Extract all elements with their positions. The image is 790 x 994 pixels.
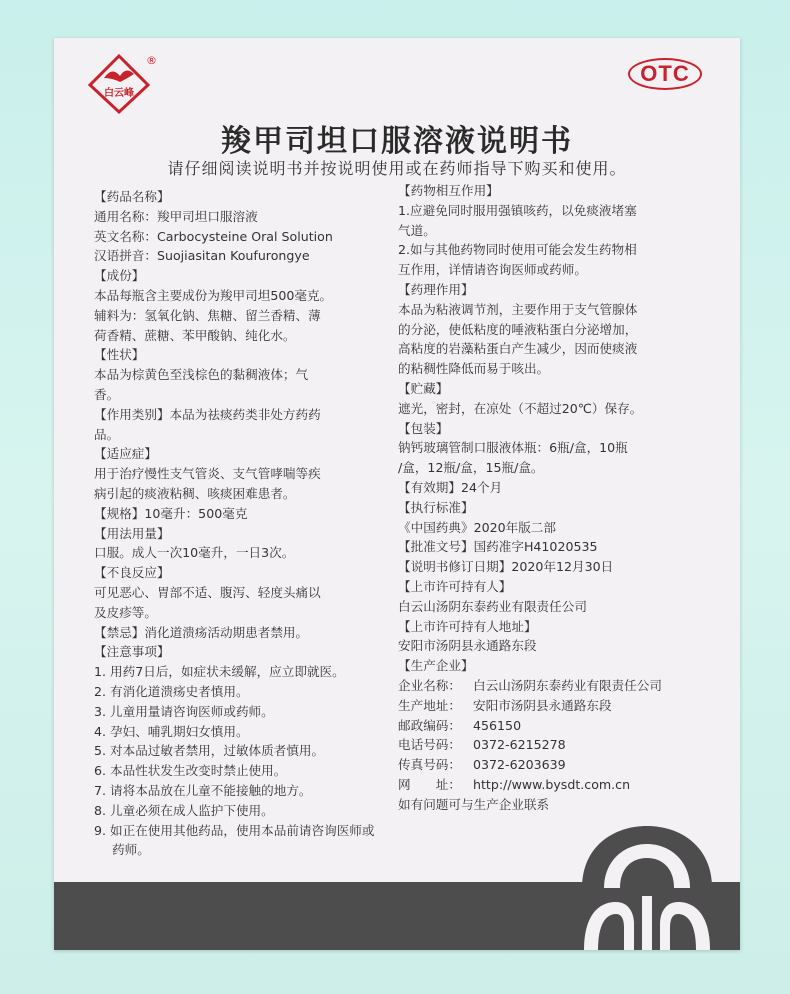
precaution-item: 9. 如正在使用其他药品，使用本品前请咨询医师或药师。 [94, 822, 375, 858]
manufacturer-label: 邮政编码： [398, 717, 461, 733]
adverse-line: 及皮疹等。 [94, 604, 157, 620]
section-heading-category: 【作用类别】 [94, 406, 170, 422]
properties-line: 香。 [94, 386, 120, 402]
baiyunshan-logo [84, 52, 157, 114]
indications-line: 病引起的痰液粘稠、咳痰困难患者。 [94, 485, 296, 501]
manufacturer-label: 生产地址： [398, 697, 461, 713]
manufacturer-value: 0372-6215278 [473, 737, 566, 753]
pinyin-name: 汉语拼音：Suojiasitan Koufurongye [94, 248, 310, 264]
holder-address-text: 安阳市汤阴县永通路东段 [398, 638, 537, 654]
manufacturer-label: 企业名称： [398, 677, 461, 693]
section-heading-precautions: 【注意事项】 [94, 644, 170, 660]
section-heading-adverse: 【不良反应】 [94, 565, 170, 581]
manufacturer-row [398, 676, 708, 696]
pharmacology-line: 本品为粘液调节剂，主要作用于支气管腺体 [398, 301, 638, 317]
dosage-text: 口服。成人一次10毫升，一日3次。 [94, 545, 295, 561]
pharmacology-line: 高粘度的岩藻粘蛋白产生减少，因而使痰液 [398, 341, 638, 357]
page-subtitle: 请仔细阅读说明书并按说明使用或在药师指导下购买和使用。 [167, 159, 627, 178]
section-heading-storage: 【贮藏】 [398, 380, 449, 396]
spec-text: 10毫升：500毫克 [144, 505, 248, 521]
holder-text: 白云山汤阴东泰药业有限责任公司 [398, 598, 587, 614]
manufacturer-value: 456150 [473, 717, 522, 733]
generic-name: 通用名称：羧甲司坦口服溶液 [94, 208, 258, 224]
manufacturer-row [398, 696, 708, 716]
otc-badge: OTC [628, 58, 702, 90]
pharmacology-line: 的分泌，使低粘度的唾液粘蛋白分泌增加， [398, 321, 638, 337]
validity-text: 24个月 [460, 479, 503, 495]
precaution-item: 2. 有消化道溃疡史者慎用。 [94, 683, 249, 699]
composition-line: 辅料为：氢氧化钠、焦糖、留兰香精、薄 [94, 307, 321, 323]
manufacturer-row [398, 716, 708, 736]
category-text: 本品为祛痰药类非处方药药 [169, 406, 321, 422]
composition-line: 本品每瓶含主要成份为羧甲司坦500毫克。 [94, 287, 333, 303]
precaution-item: 6. 本品性状发生改变时禁止使用。 [94, 763, 287, 779]
section-heading-manufacturer: 【生产企业】 [398, 658, 474, 674]
section-heading-standard: 【执行标准】 [398, 499, 474, 515]
category-text-cont: 品。 [94, 426, 120, 442]
precaution-item: 8. 儿童必须在成人监护下使用。 [94, 802, 274, 818]
section-heading-indications: 【适应症】 [94, 446, 157, 462]
adverse-line: 可见恶心、胃部不适、腹泻、轻度头痛以 [94, 584, 321, 600]
instruction-sheet [54, 38, 740, 950]
interactions-line: 2.如与其他药物同时使用可能会发生药物相 [398, 242, 637, 258]
precaution-item: 3. 儿童用量请咨询医师或药师。 [94, 703, 274, 719]
manufacturer-value: 白云山汤阴东泰药业有限责任公司 [473, 677, 662, 693]
interactions-line: 1.应避免同时服用强镇咳药，以免痰液堵塞 [398, 202, 637, 218]
approval-text: 国药准字H41020535 [473, 539, 598, 555]
section-heading-validity: 【有效期】 [398, 479, 461, 495]
properties-line: 本品为棕黄色至浅棕色的黏稠液体；气 [94, 367, 309, 383]
manufacturer-value: 0372-6203639 [473, 757, 566, 773]
indications-line: 用于治疗慢性支气管炎、支气管哮喘等疾 [94, 466, 321, 482]
package-line: 钠钙玻璃管制口服液体瓶：6瓶/盒，10瓶 [398, 440, 628, 456]
english-name: 英文名称：Carbocysteine Oral Solution [94, 228, 333, 244]
manufacturer-row [398, 735, 708, 755]
manufacturer-row [398, 755, 708, 775]
left-column [94, 187, 384, 860]
section-heading-properties: 【性状】 [94, 347, 145, 363]
section-heading-contraindications: 【禁忌】 [94, 624, 145, 640]
precaution-item: 7. 请将本品放在儿童不能接触的地方。 [94, 782, 312, 798]
precaution-item: 1. 用药7日后，如症状未缓解，应立即就医。 [94, 664, 345, 680]
pharmacology-line: 的粘稠性降低而易于咳出。 [398, 361, 550, 377]
section-heading-approval: 【批准文号】 [398, 539, 474, 555]
section-heading-revision: 【说明书修订日期】 [398, 559, 512, 575]
manufacturer-value: 安阳市汤阴县永通路东段 [473, 697, 612, 713]
storage-text: 遮光，密封，在凉处（不超过20℃）保存。 [398, 400, 643, 416]
section-heading-package: 【包装】 [398, 420, 449, 436]
section-heading-holder: 【上市许可持有人】 [398, 578, 512, 594]
logo-text: 白云峰 [104, 88, 134, 99]
contraindications-text: 消化道溃疡活动期患者禁用。 [144, 624, 309, 640]
section-heading-name: 【药品名称】 [94, 189, 170, 204]
package-line: /盒，12瓶/盒，15瓶/盒。 [398, 460, 544, 476]
interactions-line: 气道。 [398, 222, 436, 238]
standard-text: 《中国药典》2020年版二部 [398, 519, 556, 535]
right-column [398, 181, 708, 815]
section-heading-holder-address: 【上市许可持有人地址】 [398, 618, 537, 634]
section-heading-composition: 【成份】 [94, 268, 145, 284]
manufacturer-label: 电话号码： [398, 737, 461, 753]
interactions-line: 互作用，详情请咨询医师或药师。 [398, 262, 587, 278]
contact-note: 如有问题可与生产企业联系 [398, 796, 550, 812]
precaution-item: 4. 孕妇、哺乳期妇女慎用。 [94, 723, 249, 739]
manufacturer-row [398, 775, 708, 795]
precaution-item: 5. 对本品过敏者禁用，过敏体质者慎用。 [94, 743, 325, 759]
revision-text: 2020年12月30日 [511, 559, 614, 575]
manufacturer-label: 传真号码： [398, 757, 461, 773]
section-heading-interactions: 【药物相互作用】 [398, 183, 499, 198]
page-title: 羧甲司坦口服溶液说明书 [221, 124, 573, 159]
section-heading-spec: 【规格】 [94, 505, 145, 521]
section-heading-dosage: 【用法用量】 [94, 525, 170, 541]
registered-mark: ® [146, 54, 157, 67]
manufacturer-value: http://www.bysdt.com.cn [473, 776, 631, 792]
cloud-decoration-icon [554, 816, 740, 950]
manufacturer-label: 网 址： [398, 776, 461, 792]
section-heading-pharmacology: 【药理作用】 [398, 281, 474, 297]
composition-line: 荷香精、蔗糖、苯甲酸钠、纯化水。 [94, 327, 296, 343]
